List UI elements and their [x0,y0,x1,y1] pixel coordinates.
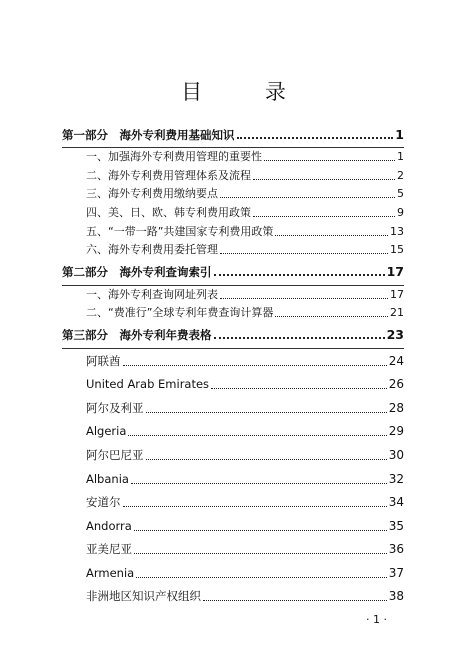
toc-entry-page: 2 [397,168,404,182]
dot-leader [237,135,394,139]
toc-entry-label: 非洲地区知识产权组织 [86,589,201,604]
dot-leader [134,552,387,554]
toc-entry-label: 六、海外专利费用委托管理 [86,243,218,257]
toc-entry-label: Armenia [86,565,135,580]
dot-leader [220,196,395,198]
dot-leader [264,159,395,161]
dot-leader [253,178,395,180]
dot-leader [136,576,387,578]
toc-entry-country[interactable] [62,372,404,396]
toc-entry-page: 26 [388,377,404,392]
dot-leader [123,364,387,366]
toc-entry-label: 第三部分 海外专利年费表格 [62,328,212,343]
toc-entry-label: 第二部分 海外专利查询索引 [62,265,212,280]
toc-entry-sec[interactable] [62,286,404,305]
dot-leader [275,234,388,236]
dot-leader [203,599,387,601]
toc-entry-page: 24 [388,353,404,368]
toc-entry-page: 23 [386,327,404,343]
toc-entry-sec[interactable] [62,167,404,186]
toc-entry-sec[interactable] [62,304,404,323]
toc-entry-page: 1 [395,126,404,142]
toc-entry-label: 阿尔巴尼亚 [86,447,144,462]
toc-entry-country[interactable] [62,585,404,609]
toc-entry-page: 29 [388,424,404,439]
toc-entry-page: 15 [390,243,404,257]
toc-entry-sec[interactable] [62,185,404,204]
toc-entry-country[interactable] [62,467,404,491]
toc-entry-label: 亚美尼亚 [86,542,132,557]
dot-leader [128,434,386,436]
page-number: · 1 · [366,613,387,626]
dot-leader [220,297,388,299]
toc-entry-label: 三、海外专利费用缴纳要点 [86,187,218,201]
dot-leader [211,387,387,389]
toc-entry-page: 17 [386,264,404,280]
toc-entry-label: Algeria [86,424,127,439]
toc-entry-country[interactable] [62,514,404,538]
toc-entry-country[interactable] [62,538,404,562]
toc-entry-country[interactable] [62,561,404,585]
toc-entry-page: 21 [390,306,404,320]
dot-leader [146,411,387,413]
toc-entry-label: 五、“一带一路”共建国家专利费用政策 [86,224,274,238]
toc-entry-sec[interactable] [62,204,404,223]
toc-entry-label: Albania [86,471,129,486]
toc-entry-page: 34 [388,495,404,510]
toc-entry-page: 30 [388,447,404,462]
toc-title: 目 录 [181,80,314,104]
toc-entry-country[interactable] [62,443,404,467]
toc-entry-label: 安道尔 [86,495,121,510]
toc-entry-label: United Arab Emirates [86,377,210,392]
toc-entry-part[interactable] [62,323,404,349]
toc-entry-page: 9 [397,206,404,220]
toc-entry-page: 5 [397,187,404,201]
dot-leader [214,335,385,339]
dot-leader [146,458,387,460]
toc-entry-sec[interactable] [62,222,404,241]
dot-leader [275,315,388,317]
toc-entry-country[interactable] [62,420,404,444]
toc-entry-label: Andorra [86,518,132,533]
toc-entry-page: 28 [388,400,404,415]
dot-leader [123,505,387,507]
toc-entry-page: 35 [388,518,404,533]
dot-leader [220,252,388,254]
toc-entry-page: 32 [388,471,404,486]
toc-entry-page: 36 [388,542,404,557]
toc-entry-page: 1 [397,150,404,164]
toc-entry-label: 一、海外专利查询网址列表 [86,287,218,301]
toc-entry-label: 阿联酋 [86,353,121,368]
table-of-contents [62,122,404,608]
toc-entry-country[interactable] [62,490,404,514]
toc-entry-country[interactable] [62,349,404,373]
toc-entry-page: 38 [388,589,404,604]
toc-entry-label: 阿尔及利亚 [86,400,144,415]
toc-entry-label: 二、“费准行”全球专利年费查询计算器 [86,306,274,320]
dot-leader [214,272,385,276]
toc-entry-label: 二、海外专利费用管理体系及流程 [86,168,251,182]
toc-entry-label: 第一部分 海外专利费用基础知识 [62,127,235,142]
toc-entry-part[interactable] [62,122,404,148]
toc-entry-part[interactable] [62,260,404,286]
dot-leader [253,215,395,217]
toc-entry-sec[interactable] [62,148,404,167]
toc-entry-label: 一、加强海外专利费用管理的重要性 [86,150,262,164]
dot-leader [134,529,387,531]
toc-entry-page: 17 [390,287,404,301]
toc-entry-page: 13 [390,224,404,238]
toc-entry-label: 四、美、日、欧、韩专利费用政策 [86,206,251,220]
dot-leader [131,482,387,484]
toc-entry-page: 37 [388,565,404,580]
toc-entry-sec[interactable] [62,241,404,260]
toc-entry-country[interactable] [62,396,404,420]
